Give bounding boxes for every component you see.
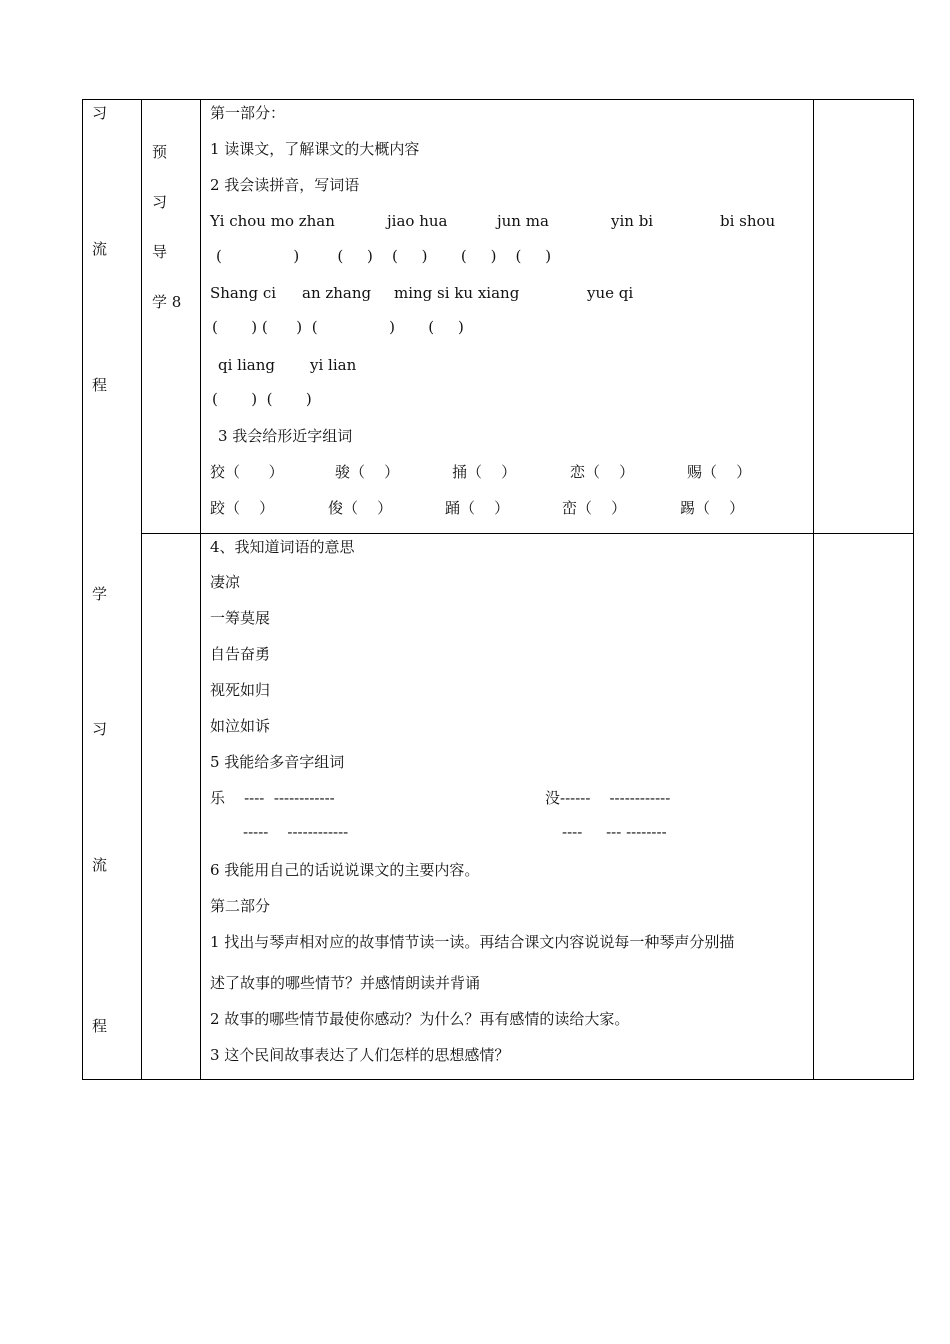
char-blank[interactable]: 捅（ ） [452, 463, 517, 481]
pinyin-item: yi lian [310, 356, 357, 374]
part1-heading: 第一部分： [210, 104, 286, 122]
answer-blanks[interactable]: ( ) ( ) ( ) ( ) ( ) [216, 247, 552, 265]
table-right-border [913, 100, 914, 1080]
polyphone-blank[interactable]: 乐 ---- ------------ [210, 789, 335, 807]
left-char-4: 学 [92, 585, 108, 603]
char-blank[interactable]: 俊（ ） [328, 499, 393, 517]
char-blank[interactable]: 狡（ ） [210, 463, 284, 481]
pinyin-item: an zhang [302, 284, 372, 302]
polyphone-blank[interactable]: ----- ------------ [243, 823, 349, 841]
second-char-4: 学 8 [152, 293, 182, 311]
char-blank[interactable]: 赐（ ） [687, 463, 752, 481]
pinyin-item: yin bi [611, 212, 654, 230]
second-char-1: 预 [152, 143, 168, 161]
left-char-6: 流 [92, 856, 108, 874]
table-left-border [82, 100, 83, 1080]
question-6: 6 我能用自己的话说说课文的主要内容。 [210, 861, 480, 879]
char-blank[interactable]: 踊（ ） [445, 499, 510, 517]
part2-question-1-line-2: 述了故事的哪些情节？并感情朗读并背诵 [210, 974, 481, 992]
left-char-3: 程 [92, 376, 108, 394]
pinyin-item: yue qi [587, 284, 634, 302]
question-1: 1 读课文，了解课文的大概内容 [210, 140, 420, 158]
table-row-divider [141, 533, 914, 534]
left-char-2: 流 [92, 240, 108, 258]
answer-blanks[interactable]: ( ) ( ) ( ) ( ) [212, 318, 464, 336]
vocab-word: 视死如归 [210, 681, 271, 699]
answer-blanks[interactable]: ( ) ( ) [212, 390, 312, 408]
pinyin-item: jun ma [497, 212, 549, 230]
pinyin-item: ming si ku xiang [394, 284, 520, 302]
second-char-3: 导 [152, 243, 168, 261]
pinyin-item: bi shou [720, 212, 776, 230]
left-char-1: 习 [92, 104, 108, 122]
vocab-word: 自告奋勇 [210, 645, 271, 663]
left-char-5: 习 [92, 720, 108, 738]
question-4: 4、我知道词语的意思 [210, 538, 355, 556]
left-char-7: 程 [92, 1017, 108, 1035]
table-bottom-border [82, 1079, 914, 1080]
char-blank[interactable]: 踢（ ） [680, 499, 745, 517]
table-col-divider-3 [813, 100, 814, 1080]
part2-question-1-line-1: 1 找出与琴声相对应的故事情节读一读。再结合课文内容说说每一种琴声分别描 [210, 933, 735, 951]
vocab-word: 如泣如诉 [210, 717, 271, 735]
part2-question-2: 2 故事的哪些情节最使你感动？为什么？再有感情的读给大家。 [210, 1010, 630, 1028]
pinyin-item: jiao hua [387, 212, 448, 230]
pinyin-item: Yi chou mo zhan [210, 212, 335, 230]
table-top-border [82, 99, 914, 100]
polyphone-blank[interactable]: ---- --- -------- [562, 823, 667, 841]
question-5: 5 我能给多音字组词 [210, 753, 345, 771]
question-2: 2 我会读拼音，写词语 [210, 176, 360, 194]
table-col-divider-1 [141, 100, 142, 1080]
char-blank[interactable]: 跤（ ） [210, 499, 275, 517]
second-char-2: 习 [152, 193, 168, 211]
char-blank[interactable]: 峦（ ） [562, 499, 627, 517]
table-col-divider-2 [200, 100, 201, 1080]
pinyin-item: Shang ci [210, 284, 277, 302]
vocab-word: 凄凉 [210, 573, 241, 591]
part2-question-3: 3 这个民间故事表达了人们怎样的思想感情？ [210, 1046, 510, 1064]
part2-heading: 第二部分 [210, 897, 271, 915]
pinyin-item: qi liang [218, 356, 275, 374]
vocab-word: 一筹莫展 [210, 609, 271, 627]
question-3: 3 我会给形近字组词 [218, 427, 353, 445]
char-blank[interactable]: 骏（ ） [335, 463, 400, 481]
polyphone-blank[interactable]: 没------ ------------ [545, 789, 671, 807]
char-blank[interactable]: 恋（ ） [570, 463, 635, 481]
